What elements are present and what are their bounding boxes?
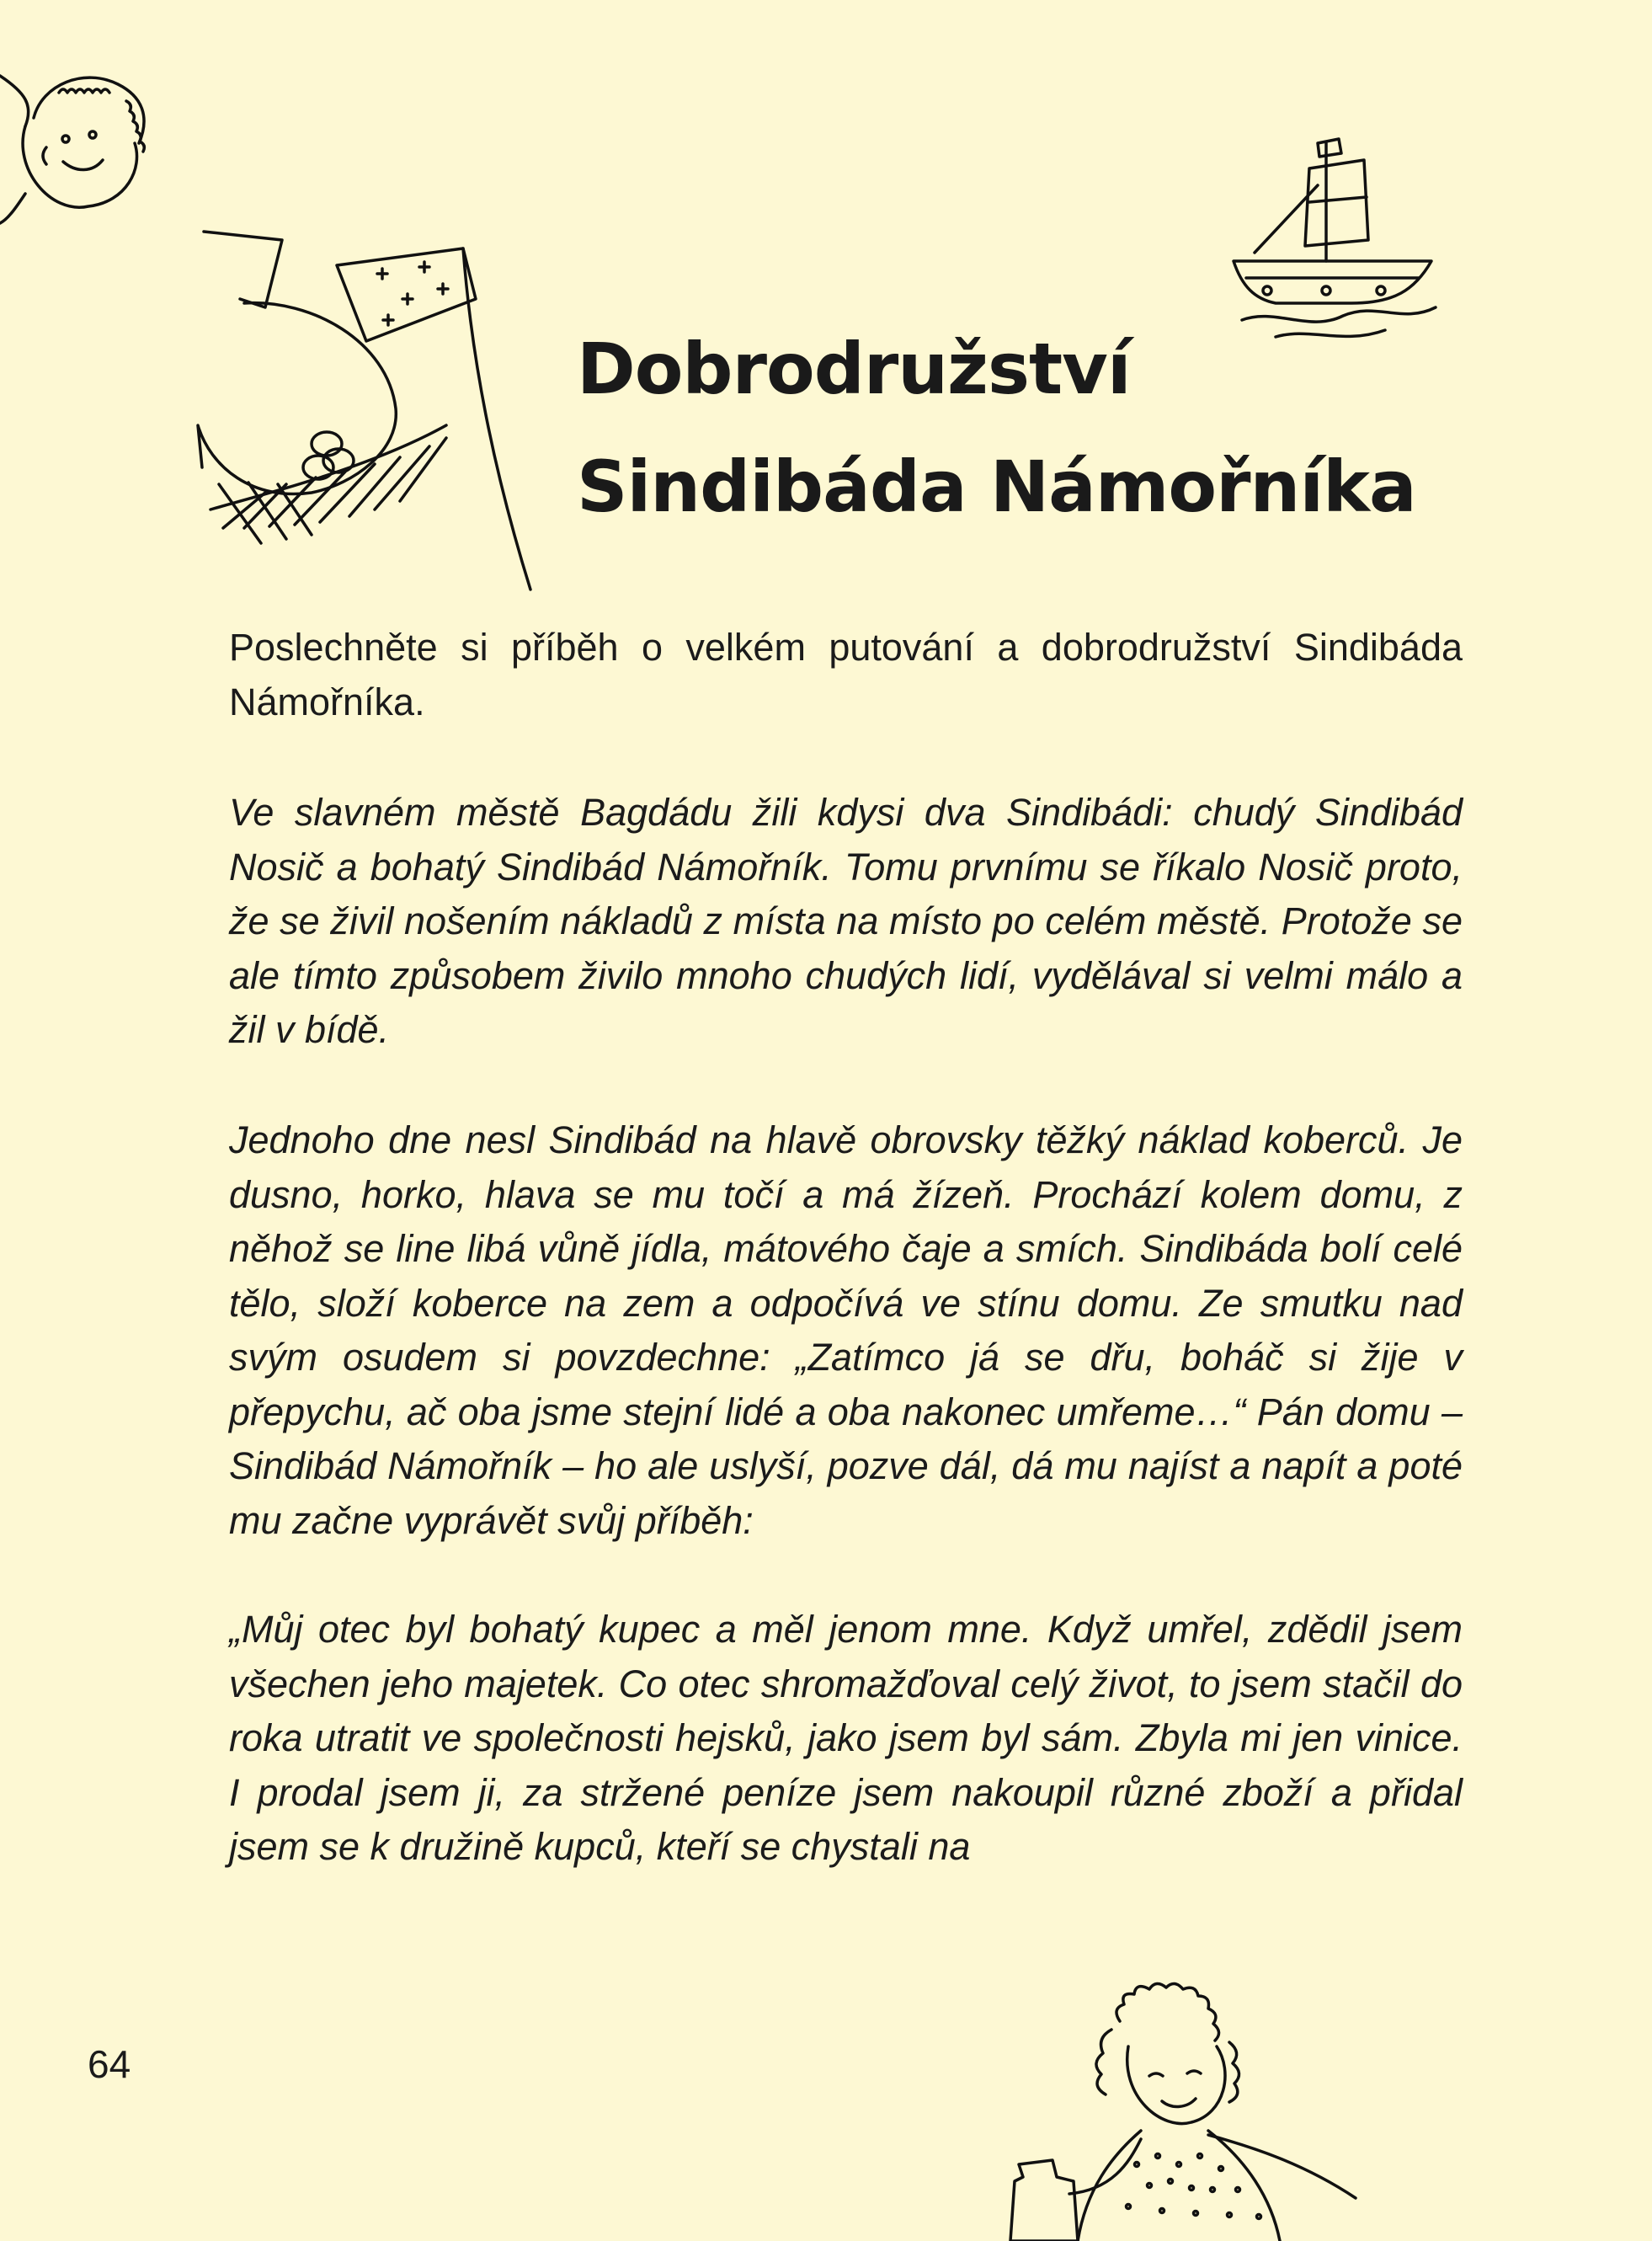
story-paragraph-1: Ve slavném městě Bagdádu žili kdysi dva Sindibádi: chudý Sindibád Nosič a bohatý Sindibád Námořník. Tomu prvnímu se říkalo Nosič proto, že se živil nošením nákladů z místa na místo po celém městě. Protože se ale tímto způsobem živilo mnoho chudých lidí, vydělával si velmi málo a žil v bídě. [229,791,1463,1051]
story-paragraph-2: Jednoho dne nesl Sindibád na hlavě obrovsky těžký náklad koberců. Je dusno, horko, hlava se mu točí a má žízeň. Prochází kolem domu, z něhož se line libá vůně jídla, mátového čaje a smích. Sindibáda bolí celé tělo, složí koberce na zem a odpočívá ve stínu domu. Ze smutku nad svým osudem si povzdechne: „Zatímco já se dřu, boháč si žije v přepychu, ač oba jsme stejní lidé a oba nakonec umřeme…“ Pán domu – Sindibád Námořník – ho ale uslyší, pozve dál, dá mu najíst a napít a poté mu začne vyprávět svůj příběh: [229,1118,1463,1542]
page-number: 64 [88,2042,131,2086]
girl-with-jug-icon [994,1996,1364,2241]
page-title [577,310,1416,546]
number-three-flag-nest-icon [185,215,539,602]
intro-paragraph: Poslechněte si příběh o velkém putování a dobrodružství Sindibáda Námořníka. [229,626,1463,723]
title-line-2: Sindibáda Námořníka [577,446,1416,528]
title-line-1: Dobrodružství [577,328,1131,410]
child-face-icon [0,67,160,227]
story-paragraph-3: „Můj otec byl bohatý kupec a měl jenom mne. Když umřel, zdědil jsem všechen jeho majetek. Co otec shromažďoval celý život, to jsem stačil do roka utratit ve společnosti hejsků, jako jsem byl sám. Zbyla mi jen vinice. I prodal jsem ji, za stržené peníze jsem nakoupil různé zboží a přidal jsem se k družině kupců, kteří se chystali na [229,1608,1463,1868]
